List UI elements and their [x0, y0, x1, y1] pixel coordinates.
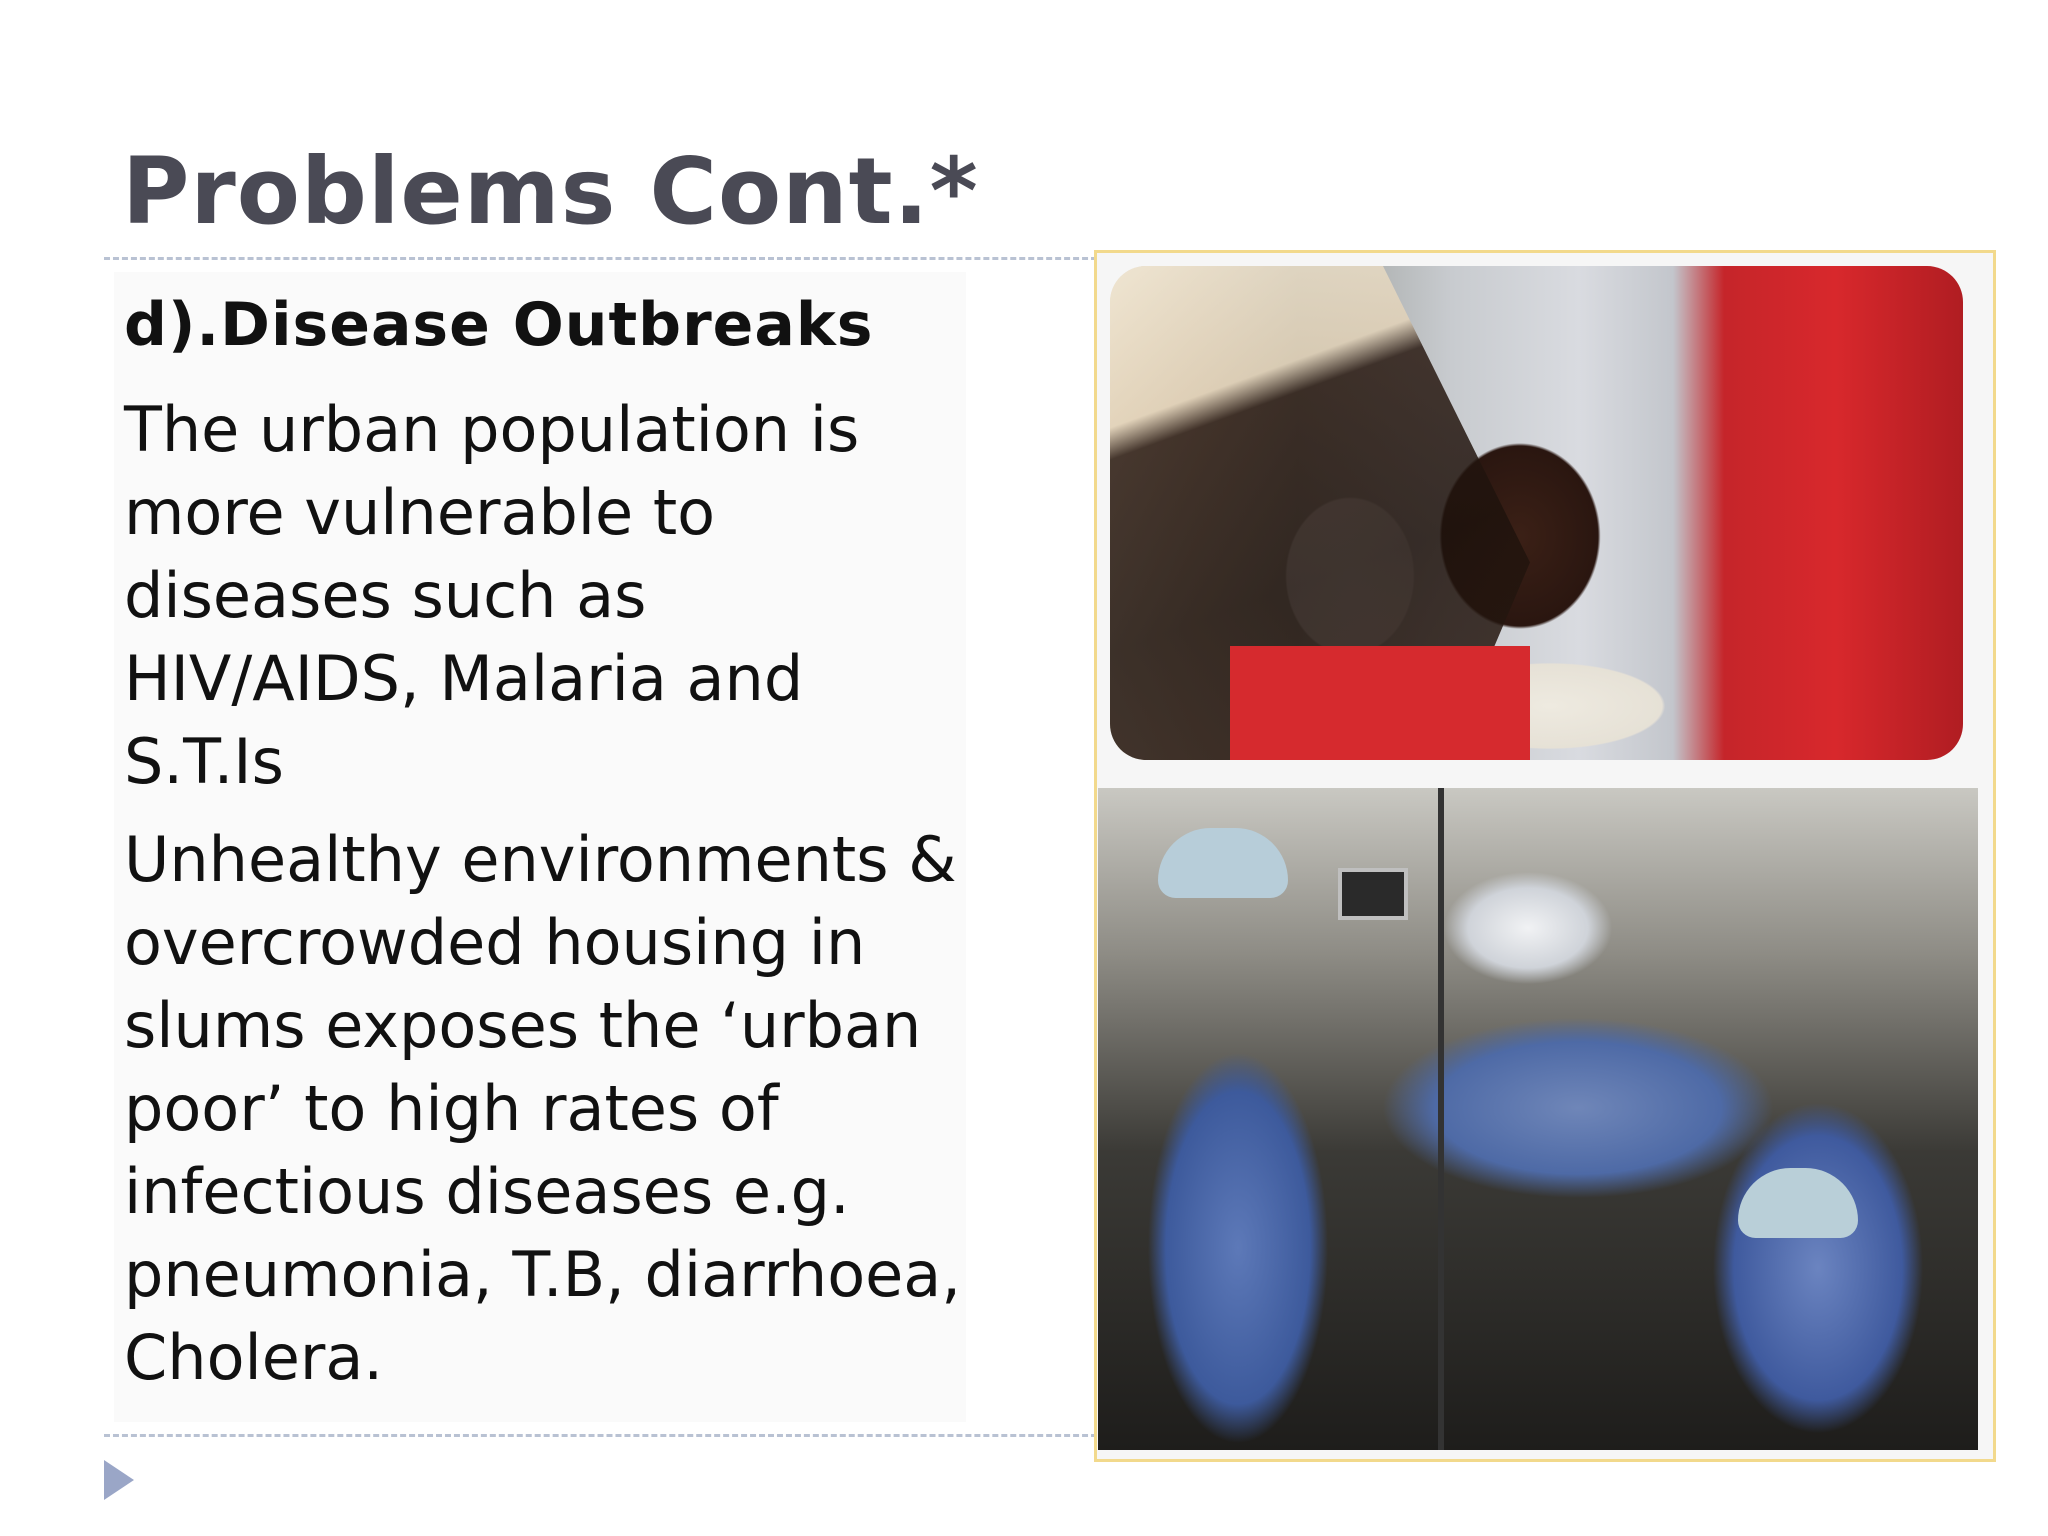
photo-detail-monitor: [1338, 868, 1408, 920]
photo-detail-cloth: [1230, 646, 1530, 760]
play-triangle-icon[interactable]: [104, 1460, 134, 1500]
photo-child-treatment: [1110, 266, 1963, 760]
photo-detail-nurse-cap: [1738, 1168, 1858, 1238]
photo-detail-iv-pole: [1438, 788, 1444, 1450]
footer-divider: [104, 1434, 1106, 1437]
section-subheading: d).Disease Outbreaks: [124, 290, 874, 360]
photo-operating-room: [1098, 788, 1978, 1450]
slide-title: Problems Cont.*: [122, 138, 979, 245]
paragraph-vulnerability: The urban population is more vulnerable to diseases such as HIV/AIDS, Malaria and S.T.Is: [124, 393, 860, 798]
paragraph-environments: Unhealthy environments & overcrowded housing in slums exposes the ‘urban poor’ to high rates of infectious diseases e.g. pneumonia, T.B, diarrhoea, Cholera.: [124, 823, 961, 1394]
title-divider: [104, 257, 1106, 260]
photo-detail-surgeon-cap: [1158, 828, 1288, 898]
